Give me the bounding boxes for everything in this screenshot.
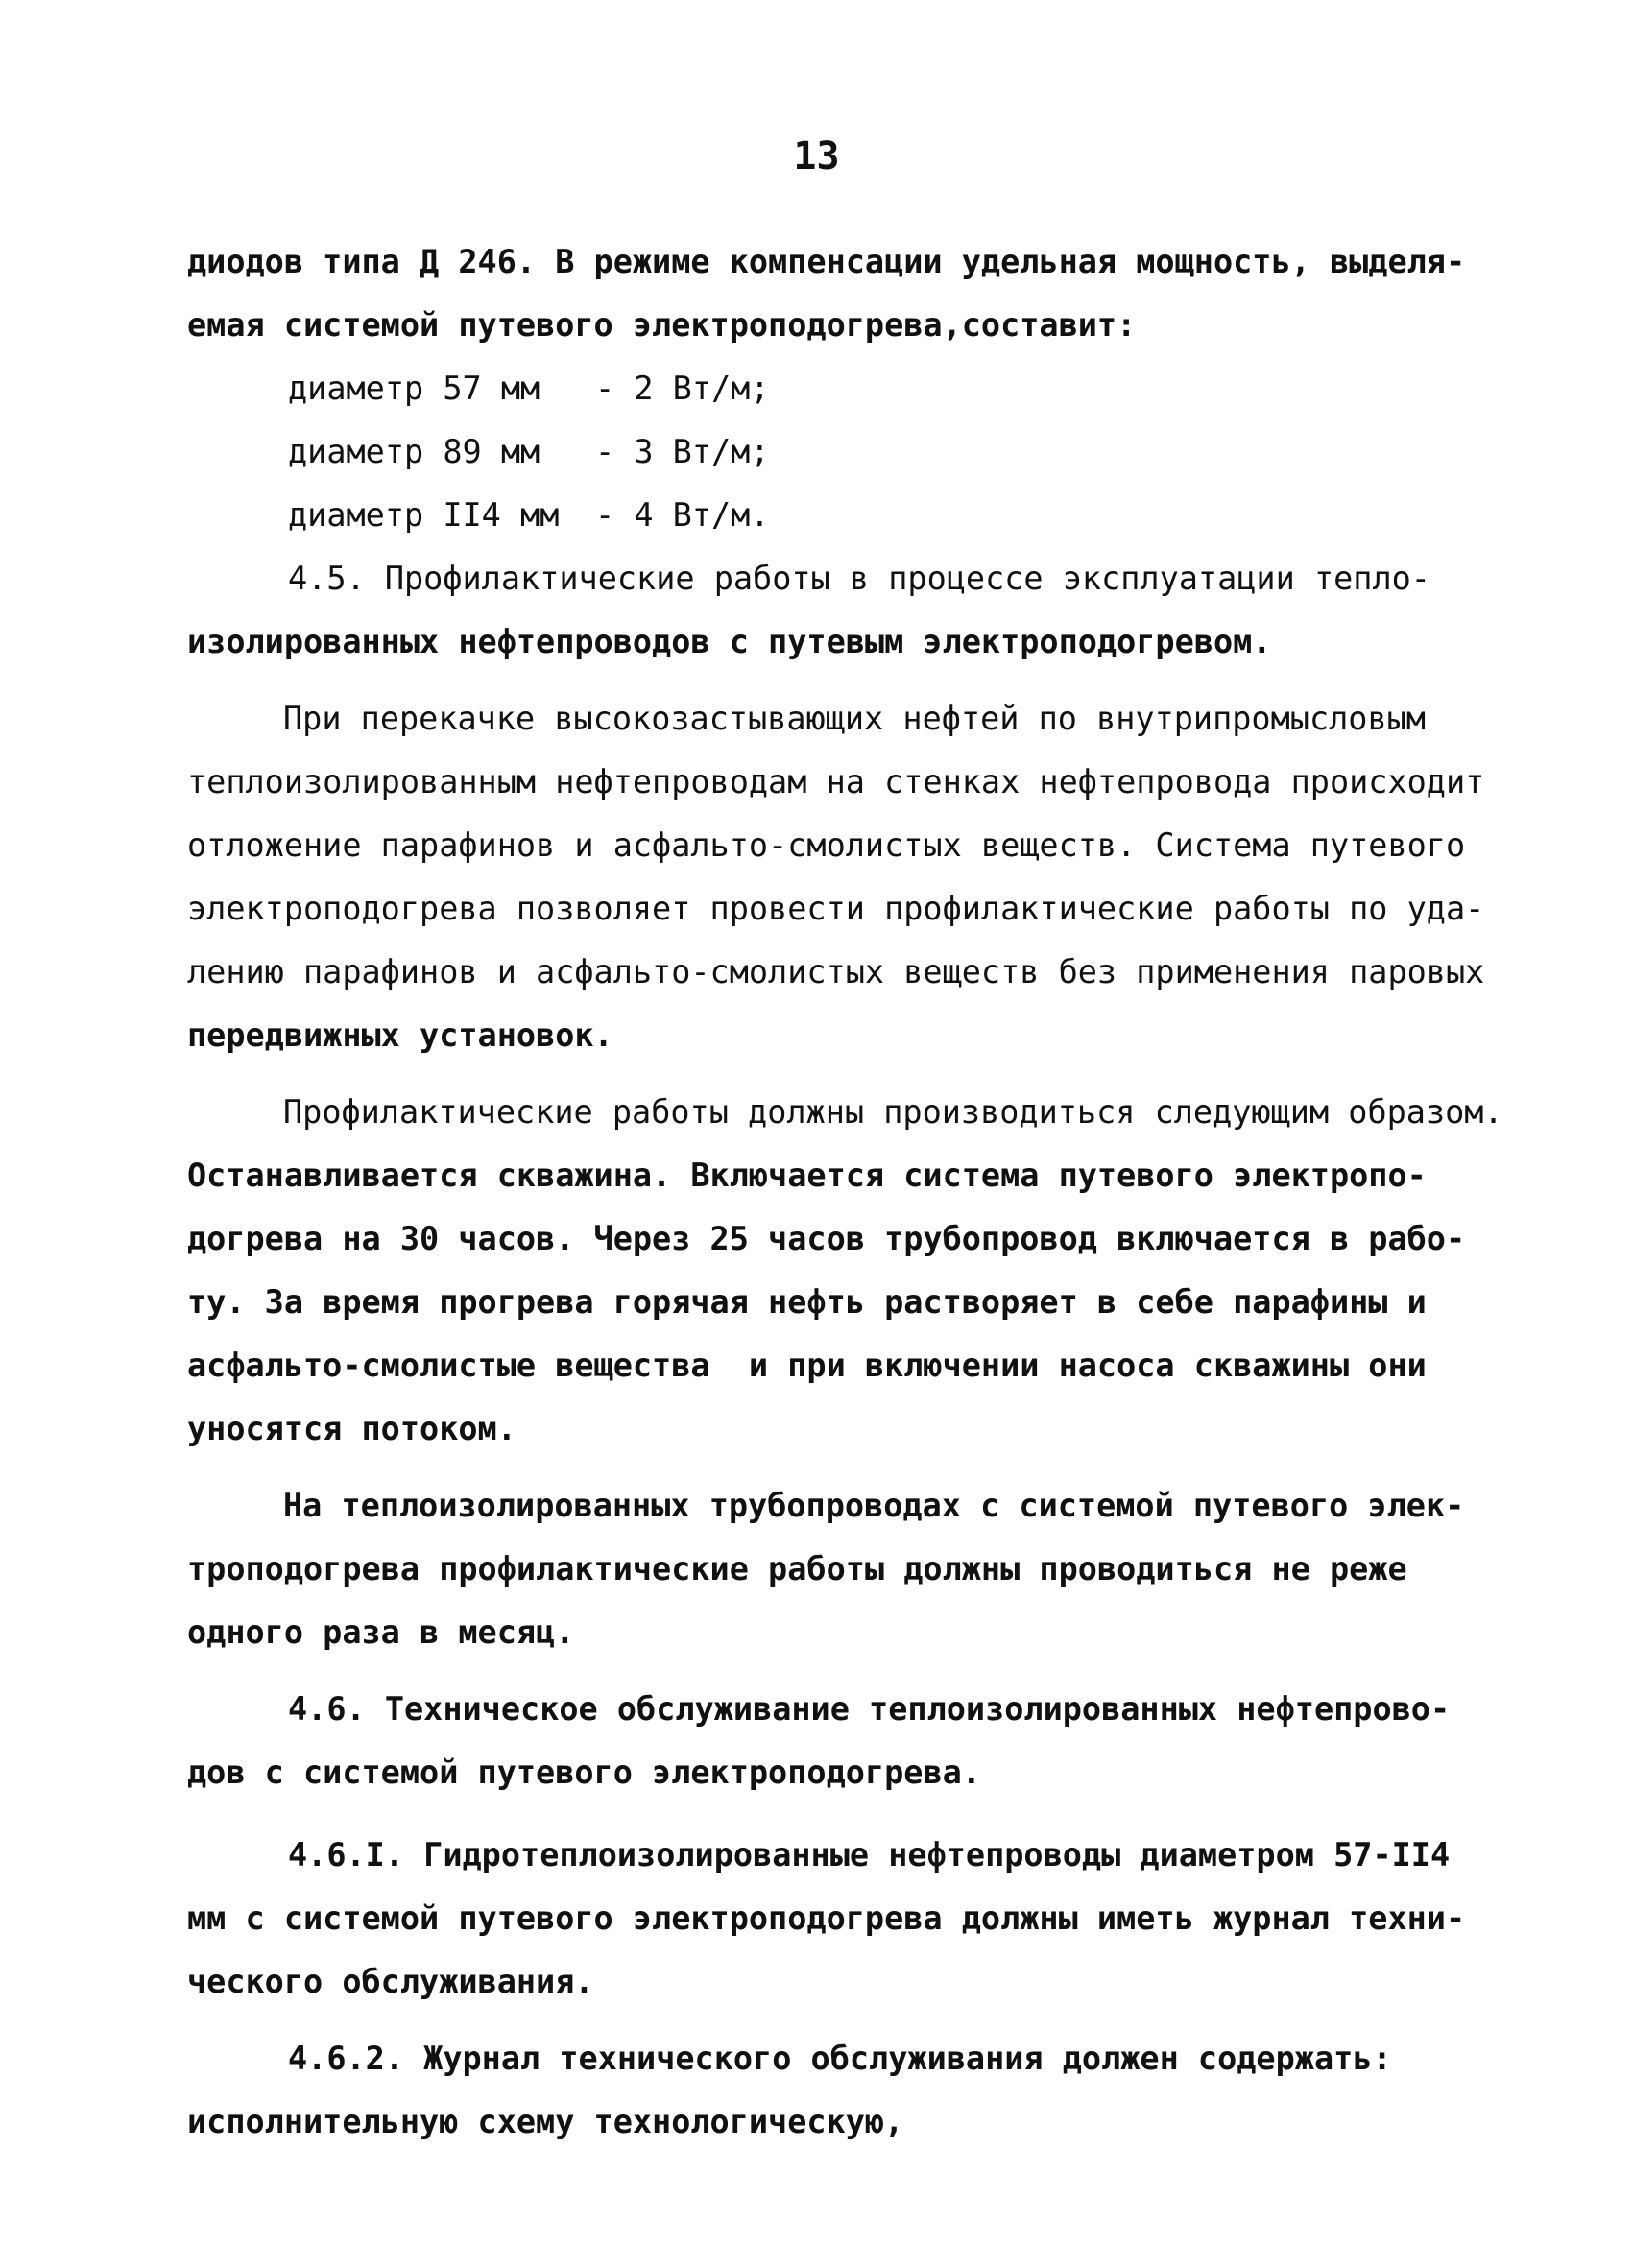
text-line: передвижных установок.: [187, 1016, 613, 1054]
list-item: [187, 484, 1464, 547]
section-4-6-heading: [187, 1678, 1464, 1804]
text-line: электроподогрева позволяет провести профилактические работы по уда-: [187, 890, 1485, 927]
text-line: 4.6.I. Гидротеплоизолированные нефтепроводы диаметром 57-II4: [288, 1836, 1451, 1874]
paragraph-procedure: [187, 1081, 1503, 1461]
text-line: теплоизолированным нефтепроводам на стенках нефтепровода происходит: [187, 763, 1485, 800]
list-item-value: - 4 Вт/м.: [595, 496, 770, 534]
section-4-5-heading: [187, 547, 1464, 674]
list-item-value: - 3 Вт/м;: [595, 433, 770, 470]
text-line: мм с системой путевого электроподогрева должны иметь журнал техни-: [187, 1899, 1466, 1937]
text-line: исполнительную схему технологическую,: [187, 2103, 904, 2140]
list-item-value: - 2 Вт/м;: [595, 370, 770, 407]
text-line: изолированных нефтепроводов с путевым электроподогревом.: [187, 623, 1272, 660]
text-line: 4.6.2. Журнал технического обслуживания должен содержать:: [288, 2040, 1392, 2077]
text-line: лению парафинов и асфальто-смолистых веществ без применения паровых: [187, 953, 1485, 991]
page-number: 13: [793, 134, 840, 179]
text-line: На теплоизолированных трубопроводах с системой путевого элек-: [283, 1487, 1465, 1524]
text-line: емая системой путевого электроподогрева,составит:: [187, 306, 1137, 344]
text-line: Профилактические работы должны производиться следующим образом.: [283, 1093, 1503, 1131]
list-item: [187, 420, 1464, 484]
section-4-6-2: [187, 2027, 1464, 2154]
power-list: [187, 357, 1464, 547]
list-item-parameter: диаметр 57 мм: [288, 370, 540, 407]
text-line: уносятся потоком.: [187, 1410, 516, 1447]
section-4-6-1: [187, 1824, 1464, 2014]
text-line: одного раза в месяц.: [187, 1613, 575, 1651]
text-line: троподогрева профилактические работы должны проводиться не реже: [187, 1550, 1407, 1588]
document-body: [187, 230, 1503, 2154]
text-line: ческого обслуживания.: [187, 1963, 594, 2000]
list-item: [187, 357, 1464, 420]
text-line: 4.6. Техническое обслуживание теплоизолированных нефтепрово-: [288, 1690, 1451, 1728]
text-line: дов с системой путевого электроподогрева.: [187, 1754, 981, 1791]
text-line: Останавливается скважина. Включается система путевого электропо-: [187, 1157, 1427, 1194]
text-line: асфальто-смолистые вещества и при включении насоса скважины они: [187, 1347, 1427, 1384]
text-line: отложение парафинов и асфальто-смолистых веществ. Система путевого: [187, 826, 1466, 864]
paragraph-pumping: [187, 687, 1485, 1067]
text-line: догрева на 30 часов. Через 25 часов трубопровод включается в рабо-: [187, 1220, 1466, 1257]
text-line: диодов типа Д 246. В режиме компенсации удельная мощность, выделя-: [187, 243, 1466, 280]
text-line: ту. За время прогрева горячая нефть растворяет в себе парафины и: [187, 1283, 1427, 1321]
paragraph-intro: [187, 230, 1464, 357]
list-item-parameter: диаметр II4 мм: [288, 496, 560, 534]
paragraph-frequency: [187, 1474, 1464, 1664]
text-line: 4.5. Профилактические работы в процессе эксплуатации тепло-: [288, 560, 1430, 597]
list-item-parameter: диаметр 89 мм: [288, 433, 540, 470]
text-line: При перекачке высокозастывающих нефтей по внутрипромысловым: [283, 700, 1426, 737]
